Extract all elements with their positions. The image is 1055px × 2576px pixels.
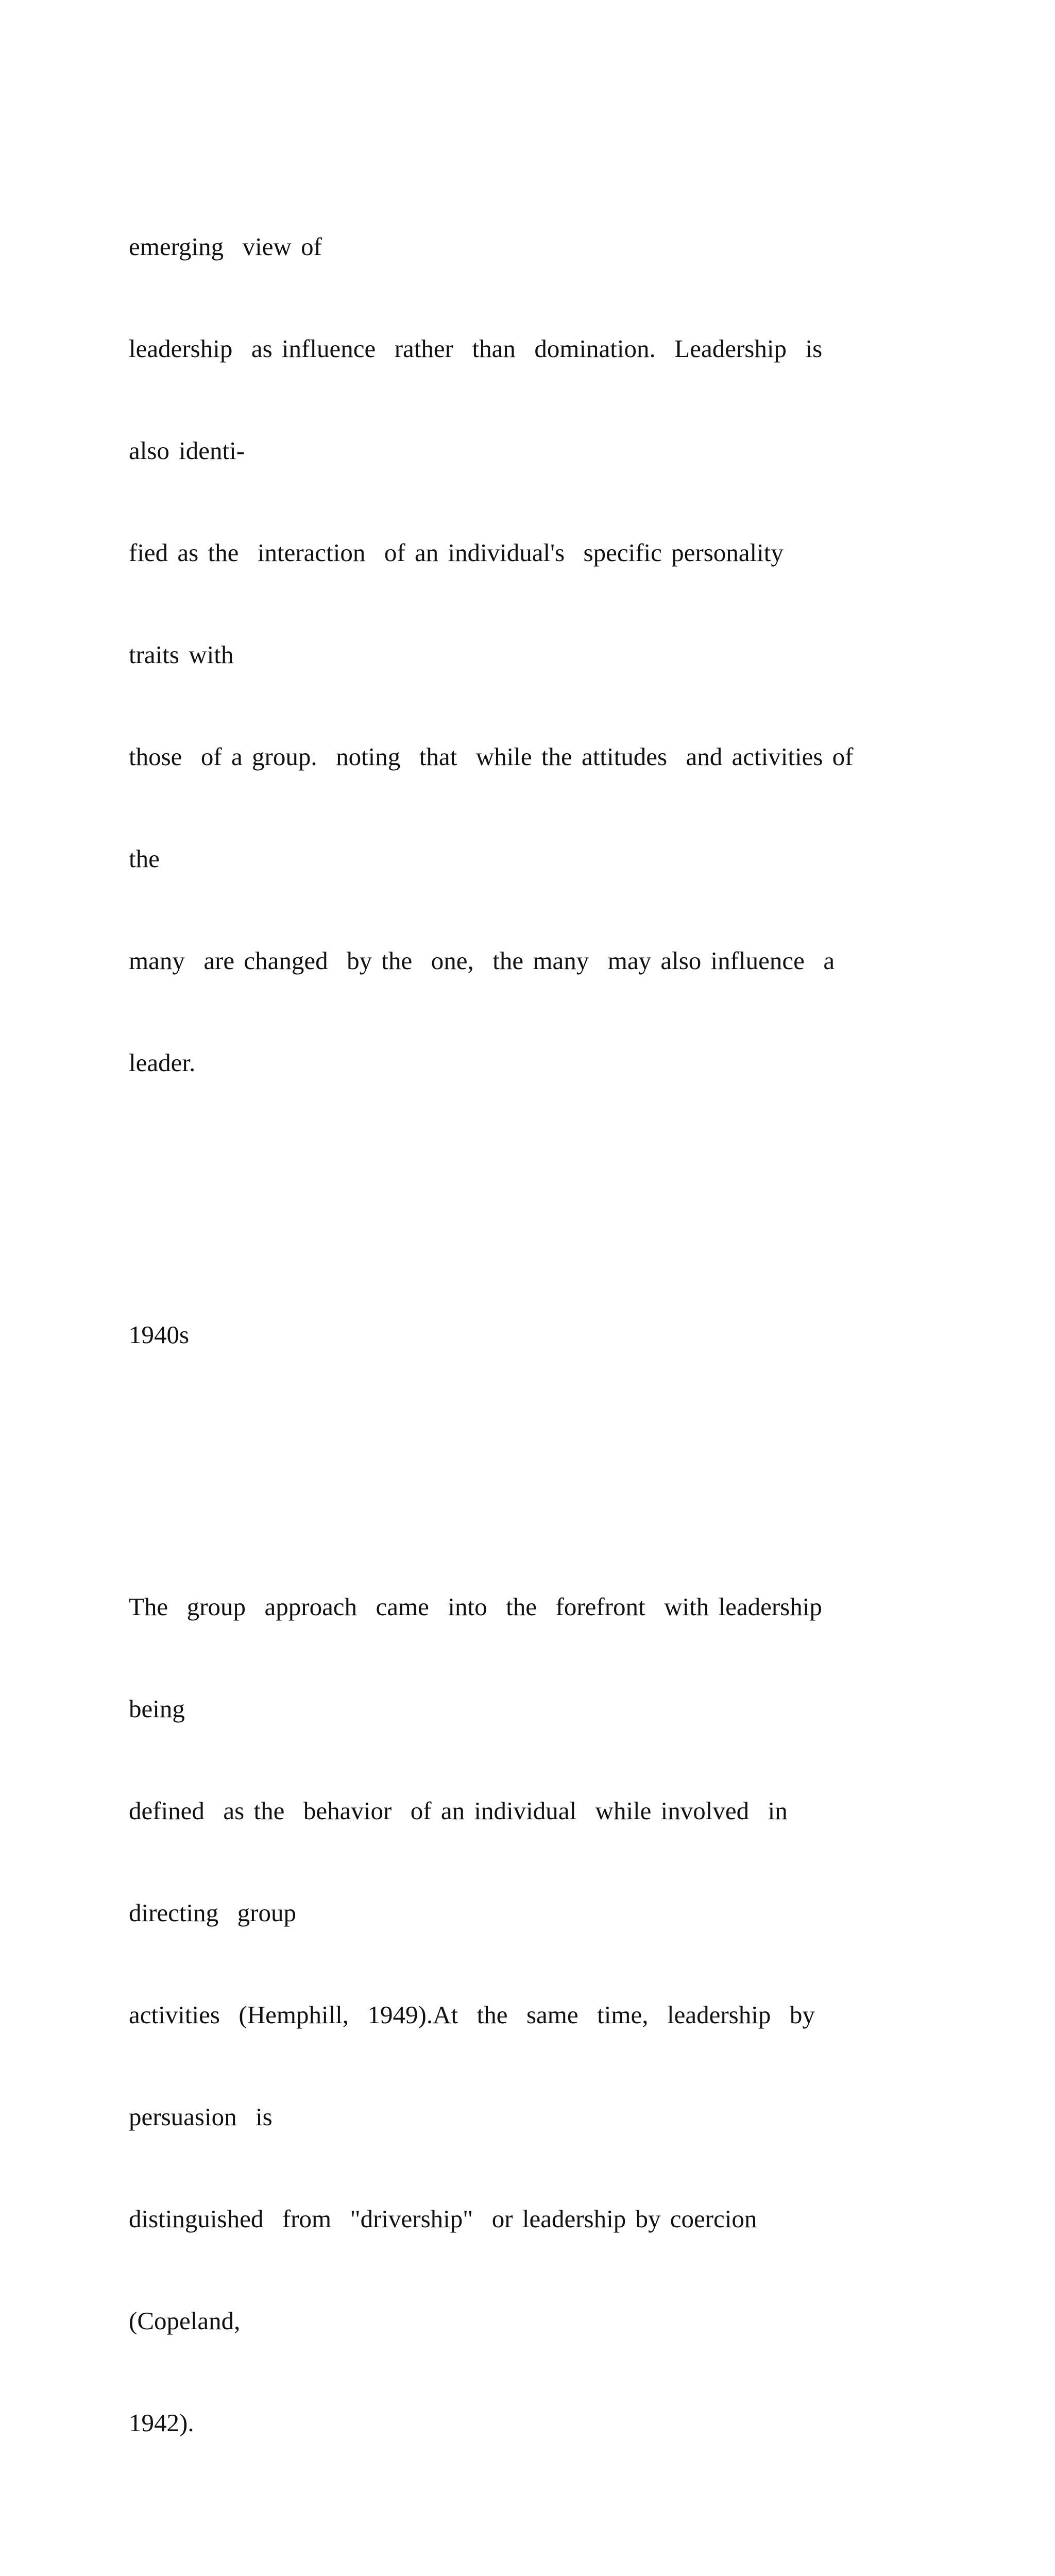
text-line: those of a group. noting that while the attitudes and activities of bbox=[129, 742, 854, 771]
text-line: emerging view of bbox=[129, 232, 322, 261]
text-line: being bbox=[129, 1694, 185, 1723]
text-line: directing group bbox=[129, 1899, 296, 1927]
text-line: persuasion is bbox=[129, 2103, 273, 2131]
text-line: traits with bbox=[129, 640, 234, 669]
text-line: The group approach came into the forefront with leadership bbox=[129, 1592, 822, 1621]
section-heading-1940s: 1940s bbox=[129, 1320, 190, 1349]
text-line: leader. bbox=[129, 1048, 196, 1077]
text-line: (Copeland, bbox=[129, 2307, 241, 2335]
text-line: fied as the interaction of an individual's specific personality bbox=[129, 538, 784, 567]
text-line: the bbox=[129, 844, 160, 873]
text-line: 1942). bbox=[129, 2409, 194, 2437]
text-line: distinguished from "drivership" or leadership by coercion bbox=[129, 2205, 757, 2233]
text-line: many are changed by the one, the many may also influence a bbox=[129, 946, 835, 975]
text-line: also identi- bbox=[129, 436, 245, 465]
text-line: leadership as influence rather than domination. Leadership is bbox=[129, 334, 823, 363]
paragraph-gap bbox=[129, 2542, 974, 2576]
document-body bbox=[129, 128, 974, 2576]
paragraph-gap bbox=[129, 1182, 974, 1216]
paragraph-gap bbox=[129, 1454, 974, 1488]
text-line: defined as the behavior of an individual while involved in bbox=[129, 1797, 788, 1825]
text-line: activities (Hemphill, 1949).At the same time, leadership by bbox=[129, 2001, 815, 2029]
